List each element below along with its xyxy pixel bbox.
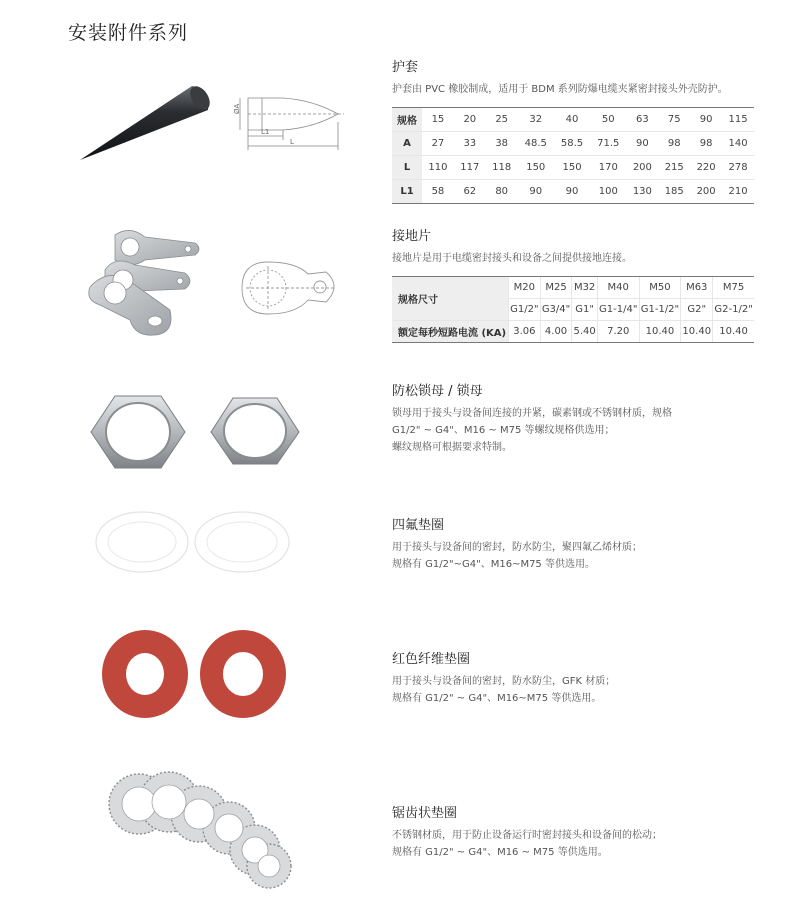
table-cell: 62 (454, 180, 486, 204)
table-row (392, 108, 754, 132)
table-cell: 110 (422, 156, 454, 180)
serrated-washer-photo (105, 770, 305, 890)
table-cell: 48.5 (518, 132, 554, 156)
grounding-desc: 接地片是用于电缆密封接头和设备之间提供接地连接。 (392, 253, 632, 264)
serrated-line-2: 规格有 G1/2" ~ G4"、M16 ~ M75 等供选用。 (392, 847, 608, 858)
table-cell: 200 (690, 180, 722, 204)
table-cell: 220 (690, 156, 722, 180)
table-cell: G1-1/2" (639, 299, 681, 321)
table-cell: 4.00 (540, 321, 572, 343)
table-cell: 215 (658, 156, 690, 180)
row-head: 规格 (392, 108, 422, 132)
table-cell: 90 (554, 180, 590, 204)
sheath-desc: 护套由 PVC 橡胶制成，适用于 BDM 系列防爆电缆夹紧密封接头外壳防护。 (392, 84, 728, 95)
table-cell: M75 (713, 277, 754, 299)
table-cell: 90 (518, 180, 554, 204)
locknut-photo (85, 392, 305, 474)
row-head: L (392, 156, 422, 180)
grounding-section (392, 225, 762, 343)
locknut-line-3: 螺纹规格可根据要求特制。 (392, 442, 512, 453)
table-row (392, 156, 754, 180)
table-cell: 71.5 (590, 132, 626, 156)
grounding-spec-table (392, 276, 754, 343)
table-cell: 7.20 (597, 321, 639, 343)
grounding-title: 接地片 (392, 229, 432, 244)
table-cell: 210 (722, 180, 754, 204)
table-cell: 15 (422, 108, 454, 132)
sheath-diagram (228, 92, 358, 154)
table-cell: 90 (690, 108, 722, 132)
table-cell: 130 (626, 180, 658, 204)
sheath-photo (70, 80, 220, 170)
grounding-plate-photo (75, 225, 225, 355)
table-cell: 115 (722, 108, 754, 132)
table-cell: 150 (518, 156, 554, 180)
ptfe-section (392, 514, 762, 573)
table-cell: 118 (486, 156, 518, 180)
table-cell: 50 (590, 108, 626, 132)
table-cell: 38 (486, 132, 518, 156)
sheath-title: 护套 (392, 60, 419, 75)
table-cell: 170 (590, 156, 626, 180)
table-cell: 185 (658, 180, 690, 204)
table-cell: 63 (626, 108, 658, 132)
table-cell: 40 (554, 108, 590, 132)
size-head: 规格尺寸 (392, 277, 509, 321)
table-cell: M63 (681, 277, 713, 299)
fiber-line-2: 规格有 G1/2" ~ G4"、M16~M75 等供选用。 (392, 693, 602, 704)
table-cell: M25 (540, 277, 572, 299)
table-cell: 32 (518, 108, 554, 132)
diagram-label-diameter: ØA (233, 103, 241, 114)
ptfe-line-1: 用于接头与设备间的密封，防水防尘，聚四氟乙烯材质； (392, 542, 642, 553)
fiber-line-1: 用于接头与设备间的密封，防水防尘，GFK 材质； (392, 676, 616, 687)
table-cell: G3/4" (540, 299, 572, 321)
locknut-line-2: G1/2" ~ G4"、M16 ~ M75 等螺纹规格供选用； (392, 425, 615, 436)
table-cell: 117 (454, 156, 486, 180)
table-cell: 3.06 (509, 321, 541, 343)
table-cell: G1/2" (509, 299, 541, 321)
serrated-section (392, 802, 762, 861)
table-cell: M50 (639, 277, 681, 299)
table-row (392, 132, 754, 156)
table-cell: 90 (626, 132, 658, 156)
grounding-plate-diagram (238, 258, 348, 318)
fiber-title: 红色纤维垫圈 (392, 652, 471, 667)
diagram-label-l1: L1 (261, 128, 270, 136)
table-cell: 80 (486, 180, 518, 204)
locknut-section (392, 380, 762, 456)
table-cell: 10.40 (639, 321, 681, 343)
table-cell: 25 (486, 108, 518, 132)
table-cell: M20 (509, 277, 541, 299)
table-cell: G2" (681, 299, 713, 321)
table-cell: 5.40 (572, 321, 597, 343)
table-cell: 20 (454, 108, 486, 132)
sheath-spec-table (392, 107, 754, 204)
table-row (392, 180, 754, 204)
serrated-title: 锯齿状垫圈 (392, 806, 458, 821)
locknut-title: 防松锁母 / 锁母 (392, 384, 483, 399)
table-cell: 10.40 (713, 321, 754, 343)
fiber-section (392, 648, 762, 707)
table-cell: 98 (658, 132, 690, 156)
table-cell: 100 (590, 180, 626, 204)
row-head: A (392, 132, 422, 156)
row-head: L1 (392, 180, 422, 204)
diagram-label-l: L (290, 138, 294, 146)
serrated-line-1: 不锈钢材质，用于防止设备运行时密封接头和设备间的松动； (392, 830, 662, 841)
table-cell: 33 (454, 132, 486, 156)
ptfe-title: 四氟垫圈 (392, 518, 445, 533)
current-head: 额定每秒短路电流 (KA) (392, 321, 509, 343)
table-cell: M32 (572, 277, 597, 299)
table-cell: 278 (722, 156, 754, 180)
table-cell: 140 (722, 132, 754, 156)
table-cell: M40 (597, 277, 639, 299)
table-cell: G2-1/2" (713, 299, 754, 321)
table-cell: 75 (658, 108, 690, 132)
locknut-line-1: 锁母用于接头与设备间连接的并紧，碳素钢或不锈钢材质，规格 (392, 408, 672, 419)
table-cell: G1" (572, 299, 597, 321)
sheath-section (392, 56, 762, 204)
table-cell: 10.40 (681, 321, 713, 343)
table-cell: G1-1/4" (597, 299, 639, 321)
ptfe-line-2: 规格有 G1/2"~G4"、M16~M75 等供选用。 (392, 559, 595, 570)
table-cell: 98 (690, 132, 722, 156)
table-cell: 58 (422, 180, 454, 204)
table-cell: 27 (422, 132, 454, 156)
ptfe-washer-photo (95, 510, 295, 574)
page-title: 安装附件系列 (68, 22, 189, 44)
table-cell: 150 (554, 156, 590, 180)
table-cell: 200 (626, 156, 658, 180)
table-cell: 58.5 (554, 132, 590, 156)
red-fiber-washer-photo (100, 628, 290, 720)
